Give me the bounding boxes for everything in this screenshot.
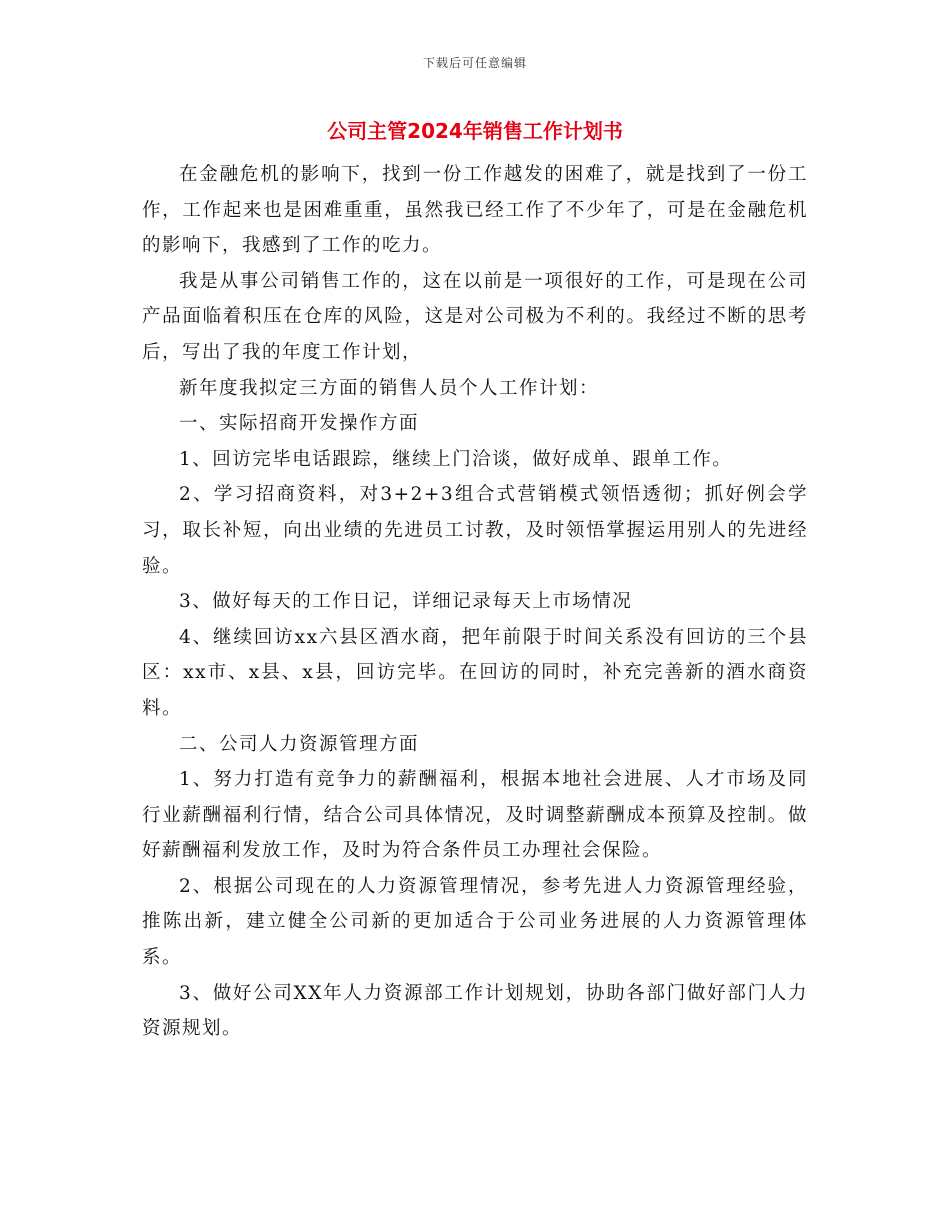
paragraph-intro-1: 在金融危机的影响下，找到一份工作越发的困难了，就是找到了一份工作，工作起来也是困难重重，虽然我已经工作了不少年了，可是在金融危机的影响下，我感到了工作的吃力。: [142, 164, 808, 257]
section-1-item-1: 1、回访完毕电话跟踪，继续上门洽谈，做好成单、跟单工作。: [179, 448, 733, 470]
section-2-item-2: 2、根据公司现在的人力资源管理情况，参考先进人力资源管理经验，推陈出新，建立健全公司新的更加适合于公司业务进展的人力资源管理体系。: [142, 875, 808, 969]
section-2-item-3: 3、做好公司XX年人力资源部工作计划规划，协助各部门做好部门人力资源规划。: [142, 982, 808, 1040]
section-1-item-4: 4、继续回访xx六县区酒水商，把年前限于时间关系没有回访的三个县区：xx市、x县、x县，回访完毕。在回访的同时，补充完善新的酒水商资料。: [142, 626, 808, 719]
header-note: 下载后可任意编辑: [422, 56, 527, 70]
section-heading-1: 一、实际招商开发操作方面: [179, 413, 420, 435]
section-1-item-3: 3、做好每天的工作日记，详细记录每天上市场情况: [179, 591, 633, 613]
section-heading-2: 二、公司人力资源管理方面: [179, 733, 420, 755]
document-body: [142, 157, 808, 1047]
paragraph-intro-2: 我是从事公司销售工作的，这在以前是一项很好的工作，可是现在公司产品面临着积压在仓库的风险，这是对公司极为不利的。我经过不断的思考后，写出了我的年度工作计划，: [142, 270, 808, 363]
document-title: 公司主管2024年销售工作计划书: [327, 119, 623, 143]
paragraph-plan-summary: 新年度我拟定三方面的销售人员个人工作计划：: [179, 377, 600, 399]
section-1-item-2: 2、学习招商资料，对3+2+3组合式营销模式领悟透彻；抓好例会学习，取长补短，向出业绩的先进员工讨教，及时领悟掌握运用别人的先进经验。: [142, 484, 808, 577]
section-2-item-1: 1、努力打造有竞争力的薪酬福利，根据本地社会进展、人才市场及同行业薪酬福利行情，结合公司具体情况，及时调整薪酬成本预算及控制。做好薪酬福利发放工作，及时为符合条件员工办理社会保险。: [142, 769, 808, 862]
